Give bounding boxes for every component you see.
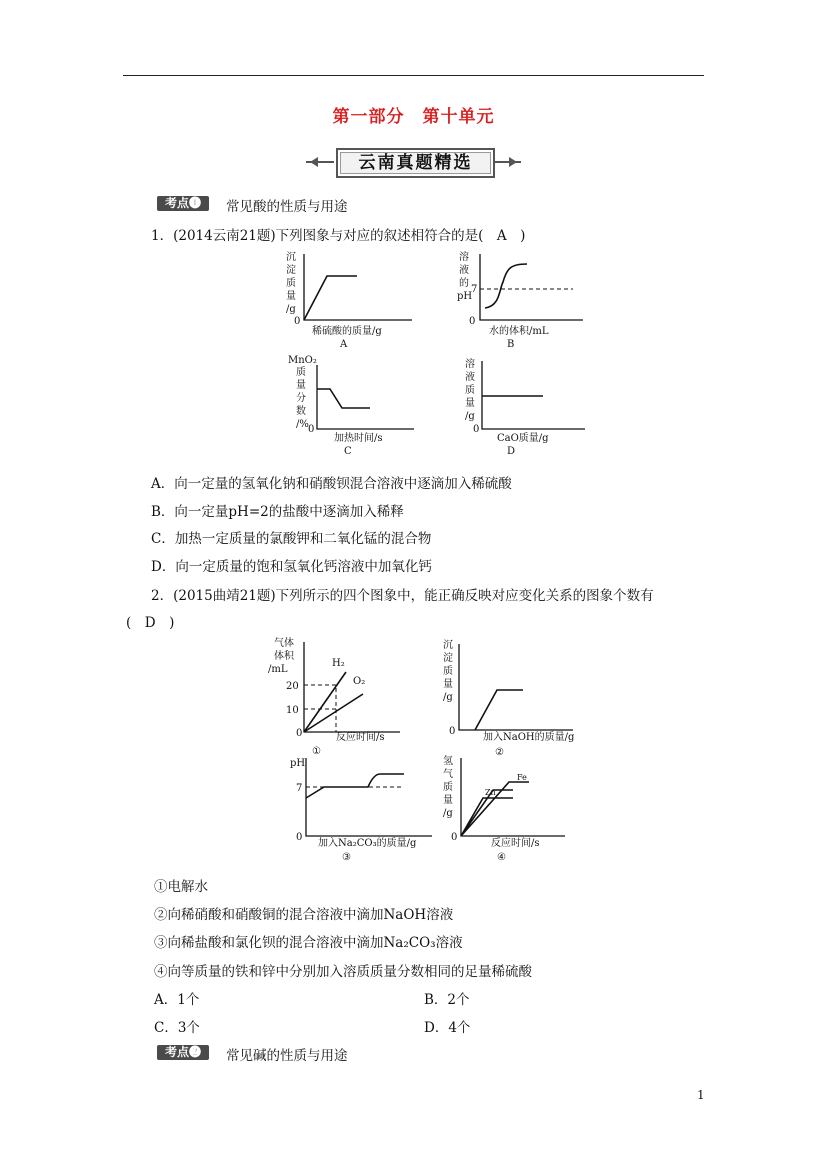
graph-caption: ③ bbox=[342, 852, 351, 863]
ylabel-char: /% bbox=[296, 419, 309, 430]
ylabel-char: 液 bbox=[459, 265, 469, 276]
ylabel-part: 气体 bbox=[274, 638, 294, 649]
q2-option-a: A．1个 bbox=[154, 992, 200, 1008]
ylabel-char: 液 bbox=[465, 372, 475, 383]
ylabel-char: 沉 bbox=[443, 640, 453, 651]
curve-line bbox=[304, 276, 357, 320]
ylabel-char: 溶 bbox=[465, 359, 475, 370]
q2-option-b: B．2个 bbox=[424, 992, 470, 1008]
q1-option-a: A．向一定量的氢氧化钠和硝酸钡混合溶液中逐滴加入稀硫酸 bbox=[151, 476, 512, 492]
ylabel-char: /g bbox=[443, 808, 453, 819]
ylabel-char: 质 bbox=[286, 278, 296, 289]
q2-option-c: C．3个 bbox=[154, 1020, 200, 1036]
ylabel-char: 分 bbox=[296, 393, 306, 404]
ylabel-char: 淀 bbox=[286, 265, 296, 276]
origin-label: 0 bbox=[469, 316, 476, 327]
graph-1b bbox=[455, 250, 605, 350]
axes bbox=[317, 365, 414, 429]
header-rule bbox=[123, 75, 704, 76]
ylabel-char: 质 bbox=[465, 385, 475, 396]
ylabel-char: /g bbox=[443, 692, 453, 703]
ylabel-top: MnO₂ bbox=[288, 355, 317, 366]
curve-line bbox=[475, 690, 523, 730]
ylabel-char: /g bbox=[286, 304, 296, 315]
ylabel-char: 数 bbox=[296, 406, 306, 417]
section-tag: 考点❷ bbox=[157, 1045, 209, 1060]
curve-line bbox=[306, 774, 404, 798]
axes bbox=[482, 361, 585, 429]
x-axis-label: 加入Na₂CO₃的质量/g bbox=[318, 838, 417, 849]
graph-caption: B bbox=[507, 339, 515, 350]
q1-option-b: B．向一定量pH=2的盐酸中逐滴加入稀释 bbox=[151, 504, 404, 520]
origin-label: 0 bbox=[294, 316, 301, 327]
axes bbox=[304, 642, 400, 732]
ylabel-char: /g bbox=[465, 411, 475, 422]
q1-option-d: D．向一定质量的饱和氢氧化钙溶液中加氧化钙 bbox=[151, 559, 432, 575]
section-heading: 常见酸的性质与用途 bbox=[226, 199, 348, 215]
banner-title: 云南真题精选 bbox=[336, 148, 495, 178]
graph-1d bbox=[455, 353, 605, 458]
q2-item-4: ④向等质量的铁和锌中分别加入溶质质量分数相同的足量稀硫酸 bbox=[154, 964, 532, 980]
section-tag: 考点❶ bbox=[157, 196, 209, 211]
y-tick-7: 7 bbox=[296, 783, 303, 794]
ylabel-char: 质 bbox=[443, 782, 453, 793]
ylabel-top: pH bbox=[290, 758, 306, 769]
section-banner bbox=[306, 148, 521, 178]
ylabel-char: 量 bbox=[296, 380, 306, 391]
y-tick-7: 7 bbox=[471, 284, 478, 295]
ylabel-char: 质 bbox=[296, 367, 306, 378]
q2-item-1: ①电解水 bbox=[154, 879, 208, 895]
series-label-o2: O₂ bbox=[353, 676, 366, 687]
ylabel-char: 量 bbox=[443, 795, 453, 806]
y-tick-20: 20 bbox=[286, 681, 299, 692]
x-axis-label: 反应时间/s bbox=[491, 838, 540, 849]
series-label-zn: Zn bbox=[485, 788, 496, 797]
ylabel-char: 量 bbox=[286, 291, 296, 302]
ylabel-char: 量 bbox=[443, 679, 453, 690]
q1-option-c: C．加热一定质量的氯酸钾和二氧化锰的混合物 bbox=[151, 531, 432, 547]
origin-label: 0 bbox=[296, 728, 303, 739]
ylabel-char: 量 bbox=[465, 398, 475, 409]
graph-caption: C bbox=[344, 446, 352, 457]
curve-lines bbox=[461, 782, 529, 836]
origin-label: 0 bbox=[308, 424, 315, 435]
ylabel-char: 质 bbox=[443, 666, 453, 677]
question-1-stem: 1．(2014云南21题)下列图象与对应的叙述相符合的是( A ) bbox=[151, 228, 526, 244]
graph-1c bbox=[282, 353, 432, 458]
series-label-fe: Fe bbox=[517, 773, 527, 782]
y-tick-10: 10 bbox=[286, 705, 299, 716]
ylabel-char: 沉 bbox=[286, 252, 296, 263]
axes bbox=[461, 758, 565, 836]
axes bbox=[304, 254, 412, 320]
curve-line bbox=[317, 389, 370, 408]
axes bbox=[459, 644, 573, 730]
graph-2-3 bbox=[282, 752, 442, 867]
section-heading: 常见碱的性质与用途 bbox=[226, 1048, 348, 1064]
x-axis-label: 水的体积/mL bbox=[489, 326, 549, 337]
graph-2-4 bbox=[435, 752, 595, 867]
curve-line bbox=[485, 264, 527, 308]
ylabel-char: 溶 bbox=[459, 252, 469, 263]
x-axis-label: 加入NaOH的质量/g bbox=[483, 732, 575, 743]
origin-label: 0 bbox=[296, 832, 303, 843]
ylabel-part: 体积 bbox=[274, 651, 294, 662]
ylabel-char: 气 bbox=[443, 769, 453, 780]
q2-item-3: ③向稀盐酸和氯化钡的混合溶液中滴加Na₂CO₃溶液 bbox=[154, 935, 463, 951]
axes bbox=[480, 254, 583, 320]
origin-label: 0 bbox=[449, 726, 456, 737]
page-number: 1 bbox=[697, 1088, 705, 1102]
x-axis-label: CaO质量/g bbox=[497, 433, 549, 444]
ylabel-char: 氢 bbox=[443, 756, 453, 767]
ylabel-char: 淀 bbox=[443, 653, 453, 664]
graph-caption: ① bbox=[312, 746, 321, 757]
origin-label: 0 bbox=[451, 832, 458, 843]
axes bbox=[306, 758, 432, 836]
page-title: 第一部分 第十单元 bbox=[332, 107, 495, 127]
question-2-answer: ( D ) bbox=[126, 615, 175, 631]
q2-item-2: ②向稀硝酸和硝酸铜的混合溶液中滴加NaOH溶液 bbox=[154, 907, 454, 923]
x-axis-label: 稀硫酸的质量/g bbox=[312, 326, 382, 337]
graph-2-1 bbox=[260, 634, 420, 757]
ylabel-part: /mL bbox=[268, 664, 288, 675]
x-axis-label: 反应时间/s bbox=[336, 732, 385, 743]
graph-caption: ② bbox=[495, 747, 504, 758]
question-2-stem: 2．(2015曲靖21题)下列所示的四个图象中，能正确反映对应变化关系的图象个数有 bbox=[151, 588, 654, 604]
origin-label: 0 bbox=[473, 424, 480, 435]
graph-caption: ④ bbox=[497, 852, 506, 863]
graph-1a bbox=[282, 250, 432, 350]
ylabel-char: 的 bbox=[459, 278, 469, 289]
graph-2-2 bbox=[435, 636, 595, 758]
series-label-h2: H₂ bbox=[332, 658, 345, 669]
x-axis-label: 加热时间/s bbox=[334, 433, 383, 444]
q2-option-d: D．4个 bbox=[424, 1020, 471, 1036]
graph-caption: A bbox=[340, 339, 348, 350]
ylabel-char: pH bbox=[457, 291, 473, 302]
graph-caption: D bbox=[507, 446, 516, 457]
